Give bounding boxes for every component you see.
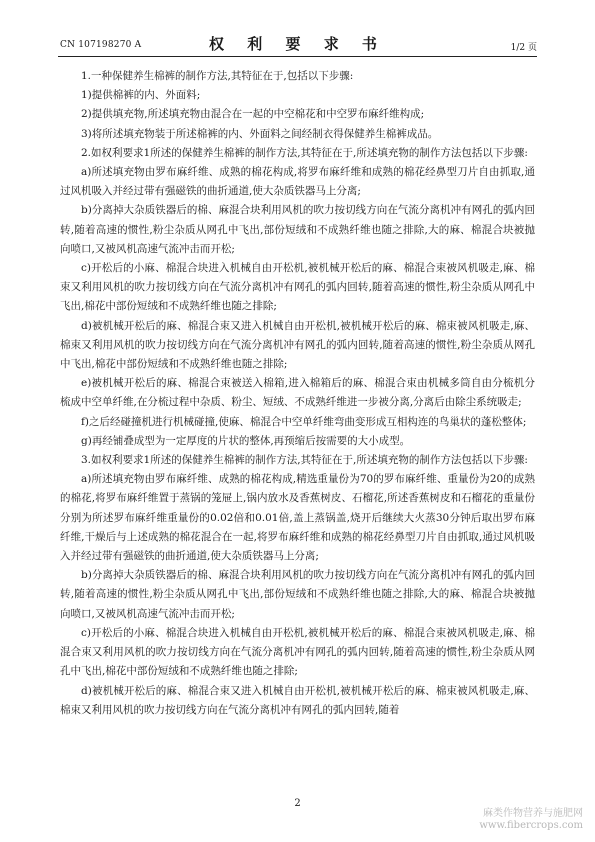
claim-2-step-e: e)被机械开松后的麻、棉混合束被送入棉箱,进入棉箱后的麻、棉混合束由机械多筒自由分梳机分梳成中空单纤维,在分梳过程中杂质、粉尘、短绒、不成熟纤维进一步被分离,分离后由除尘系统吸走; bbox=[60, 377, 535, 409]
claim-2-step-d: d)被机械开松后的麻、棉混合束又进入机械自由开松机,被机械开松后的麻、棉束被风机吸走,麻、棉束又利用风机的吹力按切线方向在气流分离机冲有网孔的弧内回转,随着高速的惯性,粉尘杂质从网孔中飞出,棉花中部份短绒和不成熟纤维也随之排除; bbox=[60, 319, 535, 371]
page-header bbox=[0, 0, 595, 60]
claim-2-step-a: a)所述填充物由罗布麻纤维、成熟的棉花构成,将罗布麻纤维和成熟的棉花经鼻型刀片自由抓取,通过风机吸入并经过带有强磁铁的曲折通道,使大杂质铁器马上分离; bbox=[60, 166, 535, 198]
claim-3-intro: 3.如权利要求1所述的保健养生棉裤的制作方法,其特征在于,所述填充物的制作方法包括以下步骤: bbox=[81, 454, 528, 467]
claim-2-step-f: f)之后经碰撞机进行机械碰撞,使麻、棉混合中空单纤维弯曲变形成互相构连的鸟巢状的蓬松整体; bbox=[81, 415, 527, 428]
claim-1-intro: 1.一种保健养生棉裤的制作方法,其特征在于,包括以下步骤: bbox=[81, 70, 354, 82]
claim-3-step-a: a)所述填充物由罗布麻纤维、成熟的棉花构成,精选重量份为70的罗布麻纤维、重量份为20的成熟的棉花,将罗布麻纤维置于蒸锅的笼屉上,锅内放水及香蕉树皮、石榴花,所述香蕉树皮和石榴花的重量份分别为所述罗布麻纤维重量份的0.02倍和0.01倍,盖上蒸锅盖,烧开后继续大火蒸30分钟后取出罗布麻纤维,干燥后与上述成熟的棉花混合在一起,将罗布麻纤维和成熟的棉花经鼻型刀片自由抓取,通过风机吸入并经过带有强磁铁的曲折通道,使大杂质铁器马上分离; bbox=[60, 473, 535, 563]
claim-2-step-c: c)开松后的小麻、棉混合块进入机械自由开松机,被机械开松后的麻、棉混合束被风机吸走,麻、棉束又利用风机的吹力按切线方向在气流分离机冲有网孔的弧内回转,随着高速的惯性,粉尘杂质从网孔中飞出,棉花中部份短绒和不成熟纤维也随之排除; bbox=[60, 262, 535, 313]
claim-3-step-b: b)分离掉大杂质铁器后的棉、麻混合块利用风机的吹力按切线方向在气流分离机冲有网孔的弧内回转,随着高速的惯性,粉尘杂质从网孔中飞出,部份短绒和不成熟纤维也随之排除,大的麻、棉混合块被抛向喷口,又被风机高速气流冲击而开松; bbox=[60, 569, 535, 620]
watermark-url: www.fibercrops.com bbox=[479, 820, 583, 831]
claims-body bbox=[60, 67, 535, 720]
header-divider bbox=[58, 56, 537, 57]
claim-2-step-g: g)再经铺叠成型为一定厚度的片状的整体,再预缩后按需要的大小成型。 bbox=[81, 434, 411, 447]
claim-1-step-3: 3)将所述填充物装于所述棉裤的内、外面料之间经制衣得保健养生棉裤成品。 bbox=[81, 127, 439, 140]
site-watermark bbox=[479, 808, 583, 832]
watermark-site-name: 麻类作物营养与施肥网 bbox=[483, 808, 583, 819]
claim-1-step-2: 2)提供填充物,所述填充物由混合在一起的中空棉花和中空罗布麻纤维构成; bbox=[81, 108, 425, 121]
page-count: 1/2 页 bbox=[510, 43, 537, 53]
claim-2-intro: 2.如权利要求1所述的保健养生棉裤的制作方法,其特征在于,所述填充物的制作方法包括以下步骤: bbox=[81, 146, 528, 159]
claim-3-step-d: d)被机械开松后的麻、棉混合束又进入机械自由开松机,被机械开松后的麻、棉束被风机吸走,麻、棉束又利用风机的吹力按切线方向在气流分离机冲有网孔的弧内回转,随着 bbox=[60, 684, 535, 716]
claim-1-step-1: 1)提供棉裤的内、外面料; bbox=[81, 89, 201, 102]
publication-number: CN 107198270 A bbox=[60, 40, 142, 50]
claim-2-step-b: b)分离掉大杂质铁器后的棉、麻混合块利用风机的吹力按切线方向在气流分离机冲有网孔的弧内回转,随着高速的惯性,粉尘杂质从网孔中飞出,部份短绒和不成熟纤维也随之排除,大的麻、棉混合块被抛向喷口,又被风机高速气流冲击而开松; bbox=[60, 204, 535, 255]
claim-3-step-c: c)开松后的小麻、棉混合块进入机械自由开松机,被机械开松后的麻、棉混合束被风机吸走,麻、棉混合束又利用风机的吹力按切线方向在气流分离机冲有网孔的弧内回转,随着高速的惯性,粉尘杂质从网孔中飞出,棉花中部份短绒和不成熟纤维也随之排除; bbox=[60, 626, 535, 678]
page-number: 2 bbox=[294, 798, 301, 809]
document-title: 权 利 要 求 书 bbox=[209, 35, 386, 53]
